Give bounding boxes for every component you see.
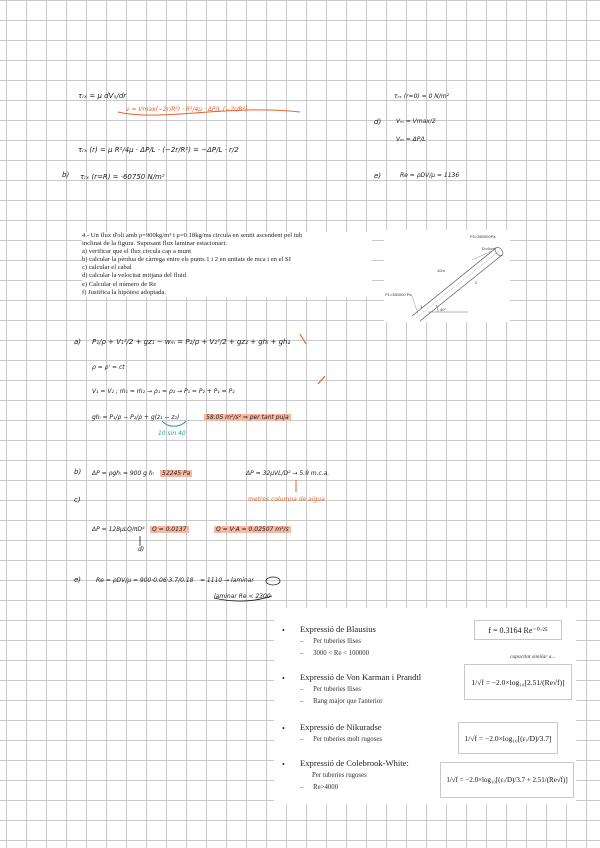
sol-a-label: a) <box>74 338 82 346</box>
formula-sub-text: Rang major que l'anterior <box>313 698 383 705</box>
formula-eq: 1/√f = −2.0×log₁₀[2.51/(Re√f)] <box>464 664 572 700</box>
problem-line: 4.- Un flux d'oli amb ρ=900kg/m³ i μ=0.18kg/ms circula en sentit ascendent pel tub <box>82 232 303 239</box>
sol-a-eq4: ghₗ = P₁/ρ − P₂/ρ + g(z₁ − z₂) <box>92 414 180 421</box>
sol-e-note: laminar Re < 2300 <box>214 593 271 600</box>
formulas-panel <box>274 608 576 804</box>
problem-line: f) Justifica la hipòtesi adoptada. <box>82 288 167 296</box>
problem-line: inclinat de la figura. Suposant flux laminar estacionari: <box>82 240 228 248</box>
note-l2: τᵣₓ (r) = μ R²/4μ · ΔP/L · (−2r/R²) = −ΔP/L · r/2 <box>78 146 239 154</box>
fig-point2: 2 <box>475 280 478 285</box>
formula-sub: – Per tuberies llises <box>300 638 362 645</box>
formula-sub-text: Per tuberies rugoses <box>312 772 367 779</box>
formula-sub: – Per tuberies molt rugoses <box>300 736 383 743</box>
sol-e-result: = 1110 → laminar <box>200 577 254 584</box>
formula-sub: – Rang major que l'anterior <box>300 698 383 705</box>
pipe-diagram <box>384 230 510 322</box>
fig-p1: P1=350000 Pa <box>385 292 412 297</box>
problem-line: c) calcular el cabal <box>82 264 132 272</box>
formula-annot: capacitat similar a... <box>510 654 556 660</box>
formula-title: Expressió de Blausius <box>300 624 376 634</box>
sol-b-eq2: ΔP = 32μVL/D² → 5.9 m.c.a. <box>246 470 330 477</box>
sol-c-q: Q = 0.0137 <box>152 526 187 533</box>
note-l1: τᵣₓ = μ dVₓ/dr <box>78 92 127 100</box>
note-r2-label: d) <box>374 118 382 126</box>
note-l3: τᵣₓ (r=R) = ·60750 N/m² <box>80 173 165 181</box>
note-r2b: Vₘ = ΔP/L <box>396 136 426 143</box>
formula-eq: 1/√f = −2.0×log₁₀[(εᵣ/D)/3.7] <box>458 722 558 754</box>
formula-sub-text: Per tuberies molt rugoses <box>313 736 383 743</box>
note-r2a: Vₘ = Vmax/2 <box>396 118 436 125</box>
note-r3: Re = ρDV/μ = 1136 <box>400 172 460 179</box>
problem-statement <box>82 232 372 297</box>
bullet: • <box>282 626 285 635</box>
problem-line: a) verificar que el flux circula cap a munt <box>82 248 192 256</box>
sol-a-result: 58.05 m²/s² ⇒ per tant puja <box>206 414 289 421</box>
formula-title: Expressió de Von Karman i Prandtl <box>300 672 422 682</box>
fig-p2: P2=350000Pa <box>470 234 496 239</box>
pipe-figure <box>384 230 510 322</box>
formula-sub: – Per tuberies llises <box>300 686 362 693</box>
formula-sub: – Re>4000 <box>300 784 339 791</box>
sol-d-ref: d) <box>138 546 145 553</box>
sol-b-note: metres columna de aigua <box>248 496 325 503</box>
problem-line: d) calcular la velocitat mitjana del fluid <box>82 272 186 280</box>
fig-diam: D=6cm <box>482 246 495 251</box>
sol-b-result: 52245 Pa <box>162 470 191 477</box>
fig-length: 10m <box>437 268 445 273</box>
sol-b-eq: ΔP = ρghₗ = 900 g hₗ <box>92 470 154 477</box>
problem-line: e) Calcular el número de Re <box>82 280 157 288</box>
fig-point1: 1 <box>420 304 423 309</box>
formula-sub-text: Per tuberies llises <box>313 686 362 693</box>
sol-e-label: e) <box>74 576 82 584</box>
formula-eq: f = 0.3164 Re⁻⁰·²⁵ <box>474 620 562 640</box>
bullet: • <box>282 674 285 683</box>
fig-angle: 40° <box>440 307 447 312</box>
sol-b-label: b) <box>74 468 82 476</box>
sol-a-note: 10 sin 40 <box>158 430 186 437</box>
bullet: • <box>282 760 285 769</box>
note-l3-label: b) <box>62 171 70 179</box>
note-r3-label: e) <box>374 172 382 180</box>
formula-sub-text: Re>4000 <box>313 784 339 791</box>
formula-sub-text: Per tuberies llises <box>313 638 362 645</box>
sol-a-eq3: V₁ = V₂ ; ṁ₁ = ṁ₂ → ρ₁ = ρ₂ → P₁ = P₂ + P₁ = P₂ <box>92 388 235 395</box>
sol-a-eq2: ρ = ρ' = ct <box>92 364 125 371</box>
sol-c-eq: ΔP = 128μLQ/πD⁴ <box>92 526 145 533</box>
sol-c-result: Q = V·A = 0.02507 m³/s <box>216 526 289 533</box>
note-r1: τᵣₓ (r=0) = 0 N/m² <box>394 93 450 100</box>
formula-title: Expressió de Colebrook-White: <box>300 758 409 768</box>
formula-sub: – 3000 < Re < 100000 <box>300 650 370 657</box>
sol-e-eq: Re = ρDV/μ = 900·0.06·3.7/0.18 <box>96 577 194 584</box>
formula-sub-text: 3000 < Re < 100000 <box>313 650 370 657</box>
problem-line: b) calcular la pèrdua de càrrega entre els punts 1 i 2 en unitats de mca i en el SI <box>82 256 291 264</box>
formula-title: Expressió de Nikuradse <box>300 722 382 732</box>
formula-eq: 1/√f = −2.0×log₁₀[(εᵣ/D)/3.7 + 2.51/(Re√f)] <box>440 762 574 798</box>
sol-c-label: c) <box>74 496 81 504</box>
bullet: • <box>282 724 285 733</box>
sol-a-eq1: P₁/ρ + V₁²/2 + gz₁ − wₘ = P₂/ρ + V₂²/2 + gz₂ + ghₗ + gh₂ <box>92 338 291 346</box>
note-l1-orange: v = Vmax(−2r/R²) · R²/4μ · ΔP/L (−2r/R²) <box>126 106 248 113</box>
